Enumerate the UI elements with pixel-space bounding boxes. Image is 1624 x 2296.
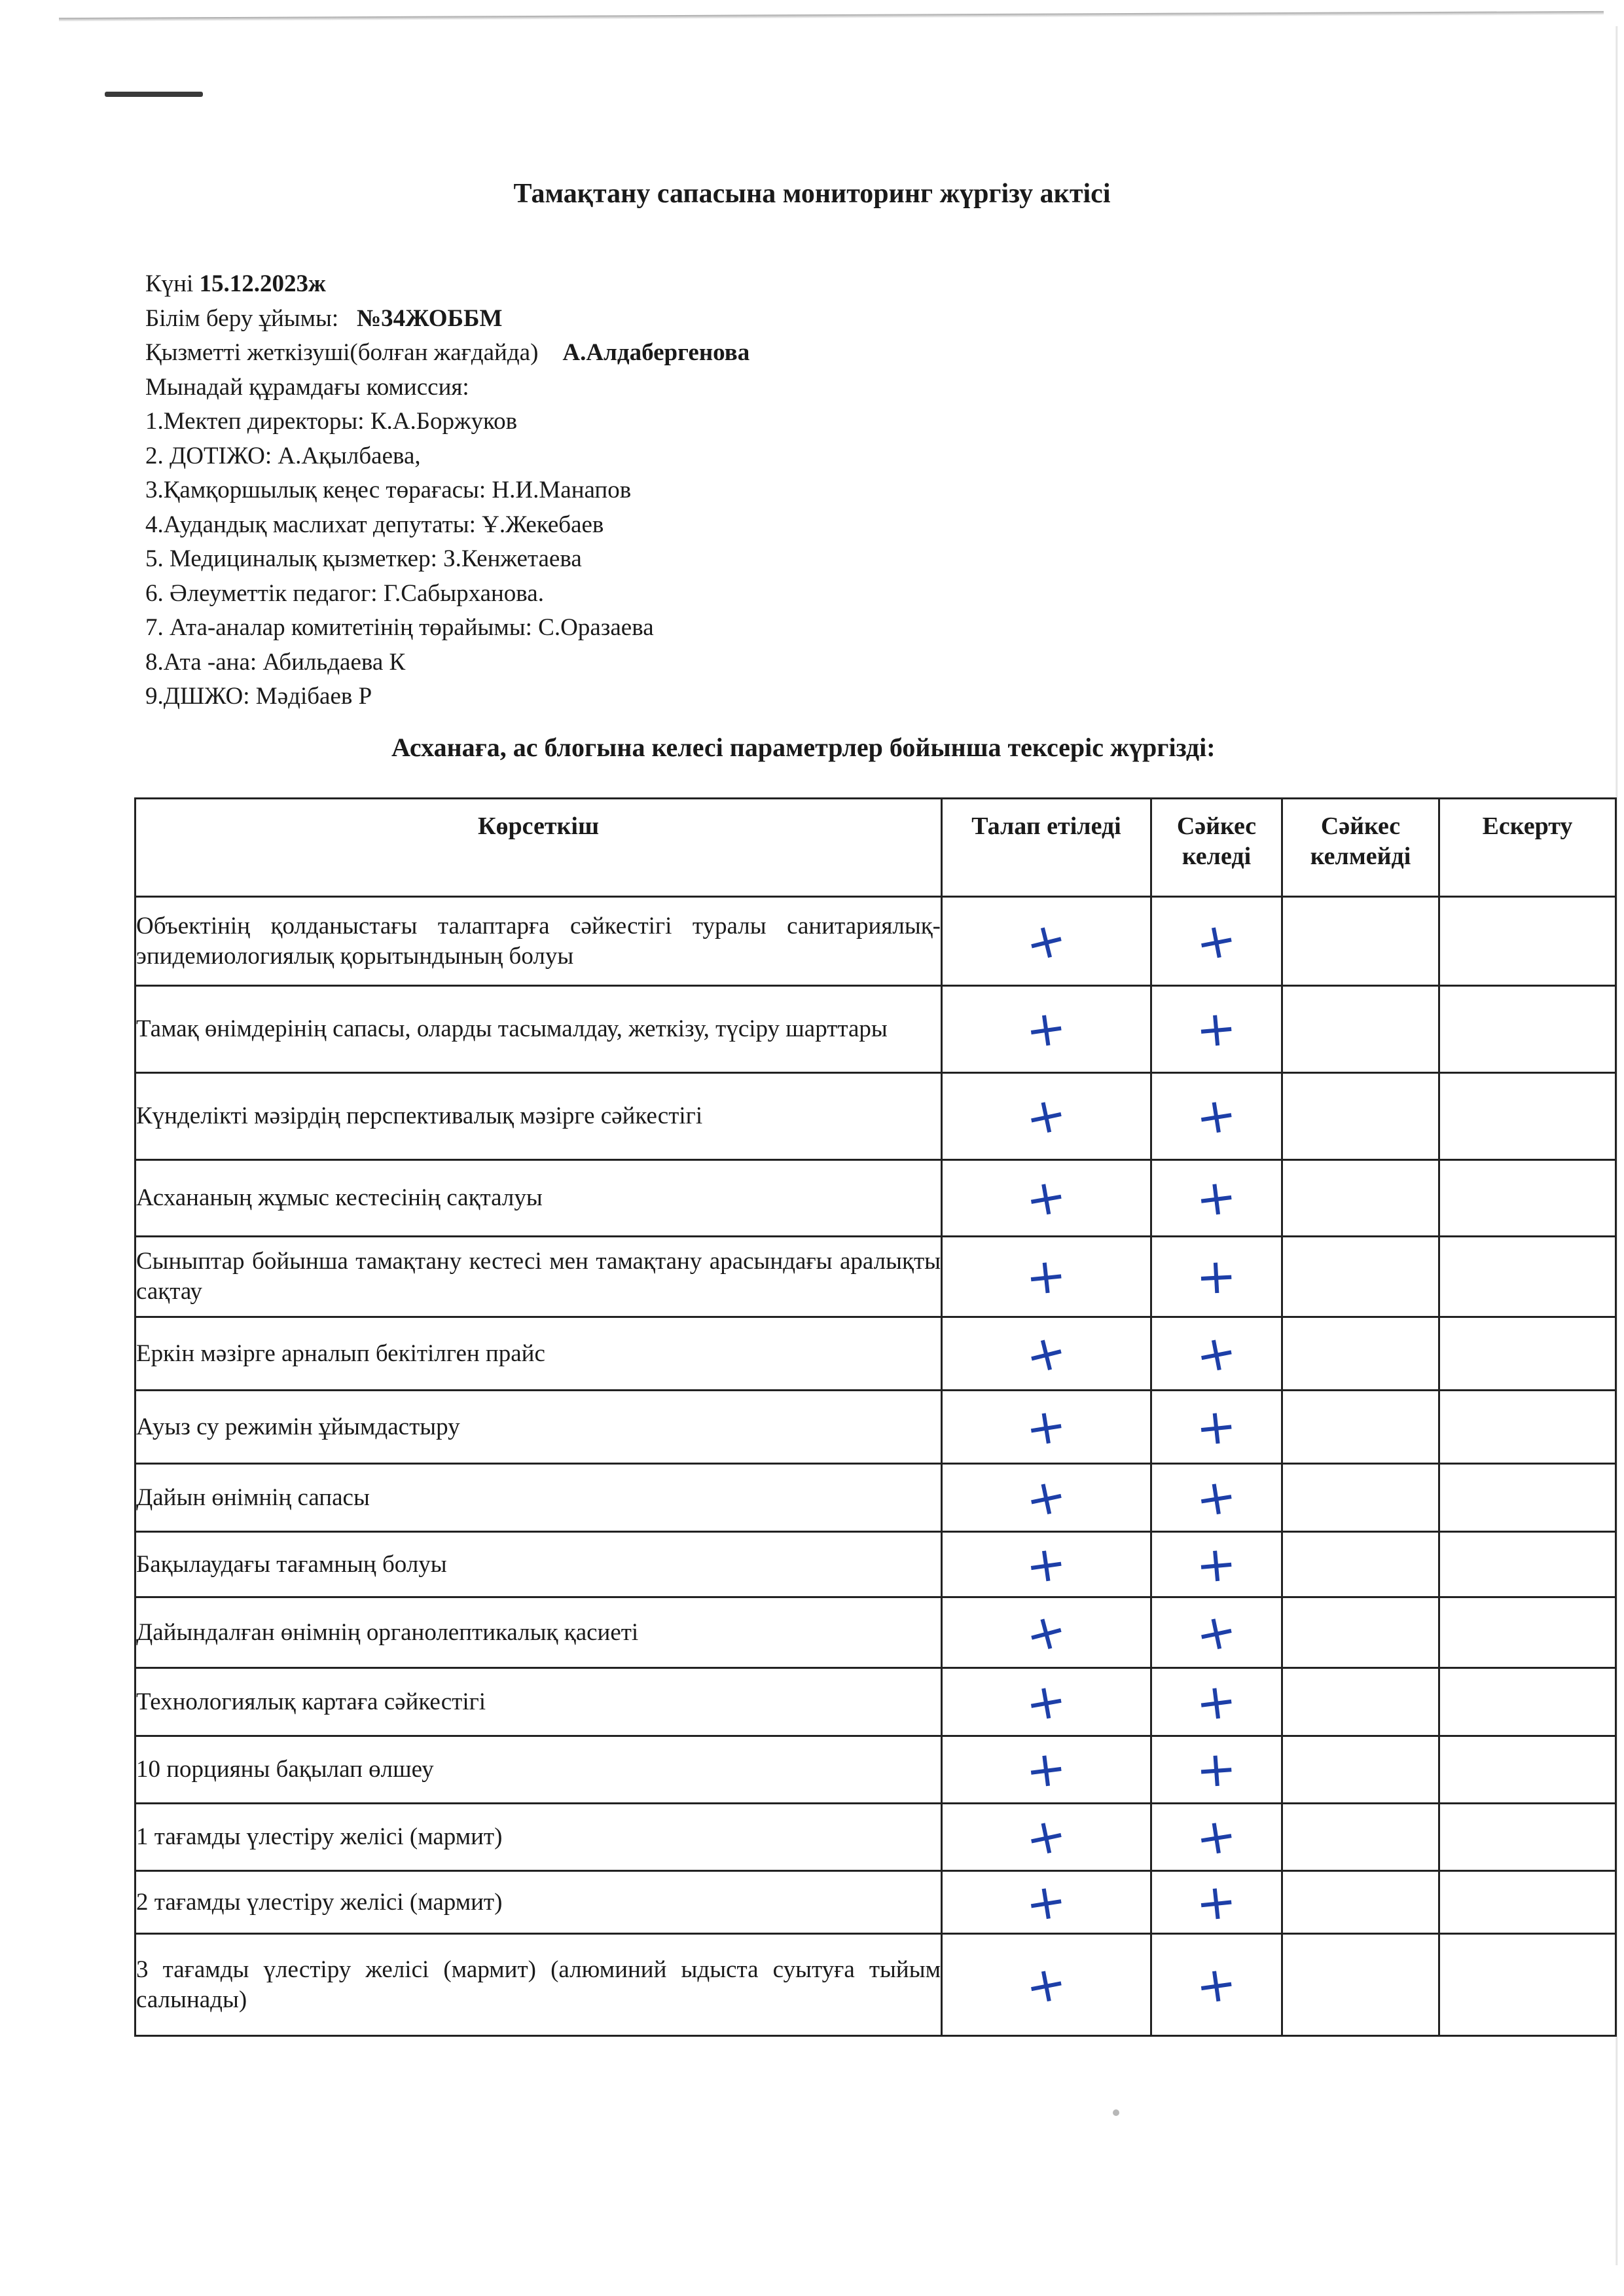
indicator-cell: Тамақ өнімдерінің сапасы, оларды тасымалдау, жеткізу, түсіру шарттары [135,986,942,1073]
note-cell [1439,1736,1616,1804]
handwritten-plus-mark: + [1023,1246,1070,1307]
required-cell [942,986,1151,1073]
header-indicator: Көрсеткіш [135,799,942,897]
indicator-cell: 10 порцияны бақылап өлшеу [135,1736,942,1804]
handwritten-plus-mark: + [1020,1321,1073,1386]
handwritten-plus-mark: + [1193,1396,1240,1457]
indicator-cell: Технологиялық картаға сәйкестігі [135,1668,942,1736]
noncompliant-cell [1282,1597,1439,1668]
handwritten-plus-mark: + [1192,1085,1241,1148]
compliant-cell [1151,1317,1282,1391]
commission-member: 7. Ата-аналар комитетінің төрайымы: С.Оразаева [145,614,654,641]
compliant-cell [1151,897,1282,986]
note-cell [1439,1668,1616,1736]
handwritten-plus-mark: + [1193,999,1240,1059]
date-value: 15.12.2023ж [199,270,326,297]
table-row [135,1934,1616,2036]
indicator-cell: Асхананың жұмыс кестесінің сақталуы [135,1160,942,1237]
compliant-cell [1151,1934,1282,2036]
note-cell [1439,1871,1616,1934]
table-row [135,1668,1616,1736]
handwritten-plus-mark: + [1193,1534,1240,1595]
compliant-cell [1151,1804,1282,1871]
required-cell [942,1532,1151,1597]
handwritten-plus-mark: + [1020,1465,1072,1530]
noncompliant-cell [1282,1804,1439,1871]
commission-members [145,405,749,714]
handwritten-plus-mark: + [1191,909,1242,973]
handwritten-plus-mark: + [1020,1953,1072,2016]
header-noncompliant: Сәйкес келмейді [1282,799,1439,897]
required-cell [942,897,1151,986]
table-row [135,1804,1616,1871]
handwritten-plus-mark: + [1193,1872,1240,1933]
scan-shadow-top [59,11,1604,22]
handwritten-plus-mark: + [1191,1600,1242,1665]
commission-member: 8.Ата -ана: Абильдаева К [145,648,406,676]
required-cell [942,1804,1151,1871]
compliant-cell [1151,1668,1282,1736]
note-cell [1439,1804,1616,1871]
handwritten-plus-mark: + [1022,1739,1070,1800]
handwritten-plus-mark: + [1020,1805,1072,1869]
noncompliant-cell [1282,1464,1439,1532]
checklist-table [134,797,1617,2037]
handwritten-plus-mark: + [1022,1871,1071,1933]
compliant-cell [1151,1464,1282,1532]
noncompliant-cell [1282,1160,1439,1237]
date-label: Күні [145,270,194,297]
handwritten-plus-mark: + [1191,1322,1242,1385]
noncompliant-cell [1282,1073,1439,1160]
note-cell [1439,1237,1616,1317]
noncompliant-cell [1282,1532,1439,1597]
handwritten-plus-mark: + [1021,1167,1072,1230]
compliant-cell [1151,1532,1282,1597]
table-row [135,1073,1616,1160]
table-row [135,986,1616,1073]
note-cell [1439,897,1616,986]
commission-label: Мынадай құрамдағы комиссия: [145,373,469,401]
table-row [135,1871,1616,1934]
noncompliant-cell [1282,1871,1439,1934]
supplier-line [145,336,749,371]
handwritten-plus-mark: + [1192,1806,1241,1868]
handwritten-plus-mark: + [1195,1247,1238,1306]
indicator-cell: Бақылаудағы тағамның болуы [135,1532,942,1597]
compliant-cell [1151,1160,1282,1237]
required-cell [942,1237,1151,1317]
handwritten-plus-mark: + [1019,1599,1074,1666]
date-line [145,267,749,302]
commission-member: 2. ДОТІЖО: А.Ақылбаева, [145,442,421,469]
scan-speck [1113,2109,1119,2116]
compliant-cell [1151,1597,1282,1668]
org-line [145,302,749,337]
compliant-cell [1151,1237,1282,1317]
table-row [135,1597,1616,1668]
handwritten-plus-mark: + [1022,998,1071,1060]
table-row [135,1237,1616,1317]
required-cell [942,1073,1151,1160]
scan-mark [105,92,203,97]
note-cell [1439,1073,1616,1160]
header-note: Ескерту [1439,799,1616,897]
noncompliant-cell [1282,1237,1439,1317]
table-header-row [135,799,1616,897]
compliant-cell [1151,1871,1282,1934]
noncompliant-cell [1282,986,1439,1073]
handwritten-plus-mark: + [1192,1954,1241,2016]
note-cell [1439,1160,1616,1237]
indicator-cell: Дайын өнімнің сапасы [135,1464,942,1532]
table-row [135,1736,1616,1804]
indicator-cell: Объектінің қолданыстағы талаптарға сәйкестігі туралы санитариялық-эпидемиологиялық қорытындының болуы [135,897,942,986]
table-row [135,1317,1616,1391]
noncompliant-cell [1282,1668,1439,1736]
indicator-cell: 1 тағамды үлестіру желісі (мармит) [135,1804,942,1871]
noncompliant-cell [1282,897,1439,986]
commission-member: 9.ДШЖО: Мәдібаев Р [145,683,372,710]
handwritten-plus-mark: + [1194,1740,1239,1800]
compliant-cell [1151,1073,1282,1160]
handwritten-plus-mark: + [1021,1670,1072,1734]
indicator-cell: 2 тағамды үлестіру желісі (мармит) [135,1871,942,1934]
note-cell [1439,1464,1616,1532]
commission-member: 5. Медициналық қызметкер: З.Кенжетаева [145,545,582,572]
commission-member: 1.Мектеп директоры: К.А.Боржуков [145,408,518,435]
note-cell [1439,1317,1616,1391]
indicator-cell: 3 тағамды үлестіру желісі (мармит) (алюминий ыдыста суытуға тыйым салынады) [135,1934,942,2036]
required-cell [942,1391,1151,1464]
indicator-cell: Ауыз су режимін ұйымдастыру [135,1391,942,1464]
indicator-cell: Күнделікті мәзірдің перспективалық мәзірге сәйкестігі [135,1073,942,1160]
note-cell [1439,1532,1616,1597]
table-row [135,1391,1616,1464]
handwritten-plus-mark: + [1020,1084,1072,1148]
note-cell [1439,1391,1616,1464]
required-cell [942,1871,1151,1934]
noncompliant-cell [1282,1934,1439,2036]
commission-member: 4.Аудандық маслихат депутаты: Ұ.Жекебаев [145,511,604,538]
handwritten-plus-mark: + [1022,1533,1071,1595]
handwritten-plus-mark: + [1020,909,1073,974]
header-compliant: Сәйкес келеді [1151,799,1282,897]
indicator-cell: Дайындалған өнімнің органолептикалық қасиеті [135,1597,942,1668]
table-row [135,1160,1616,1237]
noncompliant-cell [1282,1317,1439,1391]
header-required: Талап етіледі [942,799,1151,897]
header-block [145,267,749,714]
commission-member: 6. Әлеуметтік педагог: Г.Сабырханова. [145,579,544,607]
handwritten-plus-mark: + [1192,1467,1241,1529]
required-cell [942,1317,1151,1391]
required-cell [942,1668,1151,1736]
org-label: Білім беру ұйымы: [145,304,339,332]
commission-member: 3.Қамқоршылық кеңес төрағасы: Н.И.Манапов [145,477,632,503]
required-cell [942,1597,1151,1668]
required-cell [942,1160,1151,1237]
note-cell [1439,1934,1616,2036]
note-cell [1439,1597,1616,1668]
table-row [135,1532,1616,1597]
compliant-cell [1151,986,1282,1073]
note-cell [1439,986,1616,1073]
compliant-cell [1151,1736,1282,1804]
handwritten-plus-mark: + [1022,1396,1071,1458]
handwritten-plus-mark: + [1193,1671,1240,1732]
required-cell [942,1464,1151,1532]
required-cell [942,1934,1151,2036]
required-cell [942,1736,1151,1804]
noncompliant-cell [1282,1736,1439,1804]
indicator-cell: Сыныптар бойынша тамақтану кестесі мен тамақтану арасындағы аралықты сақтау [135,1237,942,1317]
compliant-cell [1151,1391,1282,1464]
org-value: №34ЖОББМ [356,304,503,332]
check-intro: Асханаға, ас блогына келесі параметрлер бойынша тексеріс жүргізді: [391,733,1216,762]
handwritten-plus-mark: + [1193,1167,1240,1229]
supplier-value: А.Алдабергенова [562,339,750,366]
document-title: Тамақтану сапасына мониторинг жүргізу актісі [513,179,1111,209]
table-row [135,897,1616,986]
table-row [135,1464,1616,1532]
supplier-label: Қызметті жеткізуші(болған жағдайда) [145,339,539,366]
indicator-cell: Еркін мәзірге арналып бекітілген прайс [135,1317,942,1391]
noncompliant-cell [1282,1391,1439,1464]
